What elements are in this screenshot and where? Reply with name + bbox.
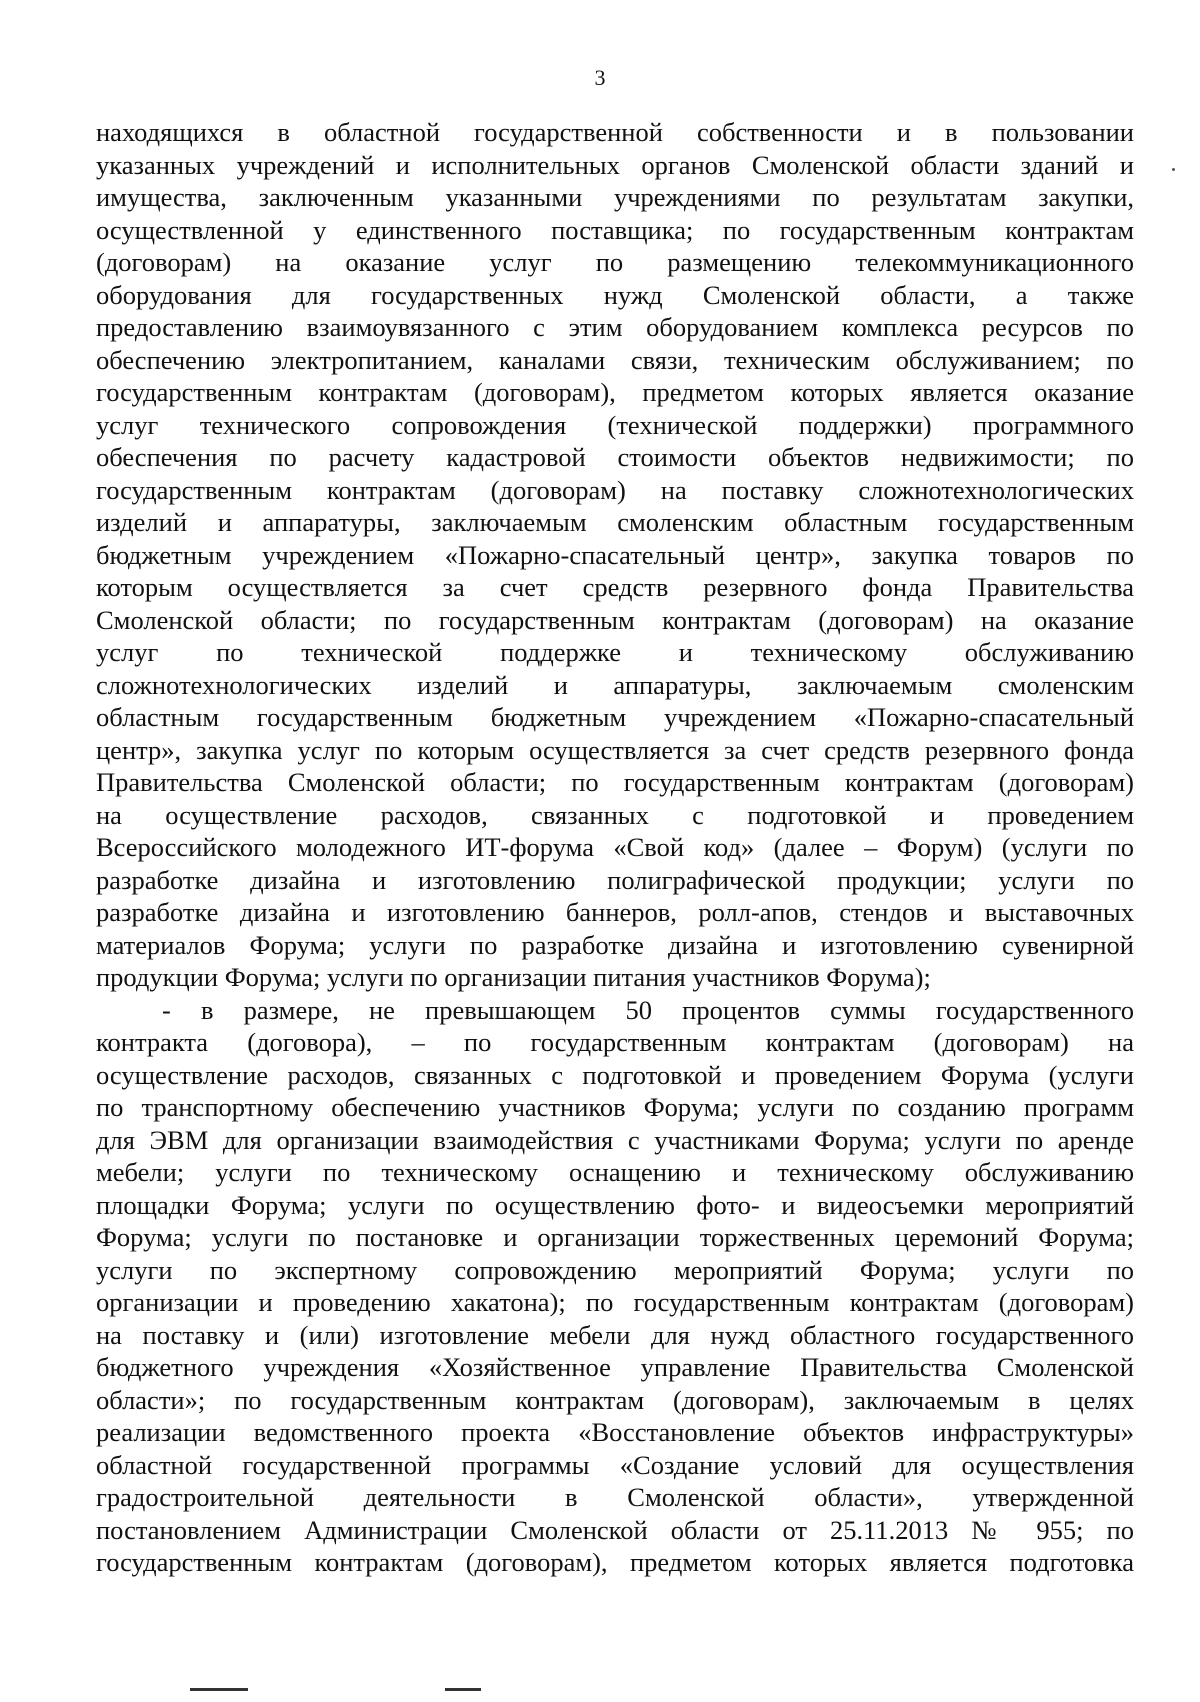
- paragraph: [96, 994, 1134, 1579]
- scan-artifact-left: [190, 1688, 248, 1691]
- text-line: бюджетным учреждением «Пожарно-спасательный центр», закупка товаров по: [96, 539, 1134, 570]
- text-line: продукции Форума; услуги по организации питания участников Форума);: [96, 962, 931, 992]
- text-line: мебели; услуги по техническому оснащению и техническому обслуживанию: [96, 1157, 1134, 1187]
- text-line: - в размере, не превышающем 50 процентов суммы государственного: [162, 994, 1134, 1025]
- text-line: областным государственным бюджетным учреждением «Пожарно-спасательный: [96, 702, 1134, 732]
- text-line: государственным контрактам (договорам), предметом которых является подготовка: [96, 1547, 1134, 1577]
- text-line: области»; по государственным контрактам (договорам), заключаемым в целях: [96, 1384, 1134, 1415]
- text-line: сложнотехнологических изделий и аппаратуры, заключаемым смоленским: [96, 669, 1134, 700]
- text-line: контракта (договора), – по государственным контрактам (договорам) на: [96, 1027, 1134, 1057]
- document-body: [96, 116, 1134, 1579]
- text-line: реализации ведомственного проекта «Восстановление объектов инфраструктуры»: [96, 1417, 1134, 1447]
- text-line: указанных учреждений и исполнительных органов Смоленской области зданий и: [96, 149, 1134, 180]
- text-line: государственным контрактам (договорам) на поставку сложнотехнологических: [96, 474, 1134, 505]
- text-line: находящихся в областной государственной собственности и в пользовании: [96, 117, 1134, 147]
- scan-artifact-right: [445, 1688, 481, 1691]
- text-line: обеспечения по расчету кадастровой стоимости объектов недвижимости; по: [96, 442, 1134, 472]
- text-line: Правительства Смоленской области; по государственным контрактам (договорам): [96, 767, 1134, 797]
- text-line: услуг по технической поддержке и техническому обслуживанию: [96, 637, 1134, 667]
- text-line: областной государственной программы «Создание условий для осуществления: [96, 1449, 1134, 1480]
- text-line: разработке дизайна и изготовлению баннеров, ролл-апов, стендов и выставочных: [96, 897, 1134, 927]
- paragraph: [96, 116, 1134, 994]
- text-line: постановлением Администрации Смоленской области от 25.11.2013 № 955; по: [96, 1514, 1134, 1545]
- text-line: (договорам) на оказание услуг по размещению телекоммуникационного: [96, 247, 1134, 277]
- text-line: услуги по экспертному сопровождению мероприятий Форума; услуги по: [96, 1254, 1134, 1285]
- margin-mark: [1172, 168, 1175, 171]
- text-line: имущества, заключенным указанными учреждениями по результатам закупки,: [96, 182, 1134, 212]
- text-line: организации и проведению хакатона); по государственным контрактам (договорам): [96, 1287, 1134, 1317]
- text-line: обеспечению электропитанием, каналами связи, техническим обслуживанием; по: [96, 344, 1134, 375]
- text-line: государственным контрактам (договорам), предметом которых является оказание: [96, 377, 1134, 407]
- text-line: на осуществление расходов, связанных с подготовкой и проведением: [96, 799, 1134, 830]
- text-line: Смоленской области; по государственным контрактам (договорам) на оказание: [96, 604, 1134, 635]
- text-line: осуществление расходов, связанных с подготовкой и проведением Форума (услуги: [96, 1059, 1134, 1090]
- text-line: осуществленной у единственного поставщика; по государственным контрактам: [96, 214, 1134, 245]
- text-line: площадки Форума; услуги по осуществлению фото- и видеосъемки мероприятий: [96, 1189, 1134, 1220]
- text-line: изделий и аппаратуры, заключаемым смоленским областным государственным: [96, 507, 1134, 537]
- text-line: Форума; услуги по постановке и организации торжественных церемоний Форума;: [96, 1222, 1134, 1252]
- text-line: на поставку и (или) изготовление мебели для нужд областного государственного: [96, 1319, 1134, 1350]
- text-line: центр», закупка услуг по которым осуществляется за счет средств резервного фонда: [96, 734, 1134, 765]
- text-line: для ЭВМ для организации взаимодействия с участниками Форума; услуги по аренде: [96, 1124, 1134, 1155]
- text-line: Всероссийского молодежного ИТ-форума «Свой код» (далее – Форум) (услуги по: [96, 832, 1134, 862]
- text-line: услуг технического сопровождения (технической поддержки) программного: [96, 409, 1134, 440]
- page-number: 3: [594, 65, 606, 90]
- text-line: материалов Форума; услуги по разработке дизайна и изготовлению сувенирной: [96, 929, 1134, 960]
- text-line: бюджетного учреждения «Хозяйственное управление Правительства Смоленской: [96, 1352, 1134, 1382]
- text-line: которым осуществляется за счет средств резервного фонда Правительства: [96, 572, 1134, 602]
- text-line: градостроительной деятельности в Смоленской области», утвержденной: [96, 1482, 1134, 1512]
- text-line: предоставлению взаимоувязанного с этим оборудованием комплекса ресурсов по: [96, 312, 1134, 342]
- text-line: разработке дизайна и изготовлению полиграфической продукции; услуги по: [96, 864, 1134, 895]
- text-line: по транспортному обеспечению участников Форума; услуги по созданию программ: [96, 1092, 1134, 1122]
- text-line: оборудования для государственных нужд Смоленской области, а также: [96, 279, 1134, 310]
